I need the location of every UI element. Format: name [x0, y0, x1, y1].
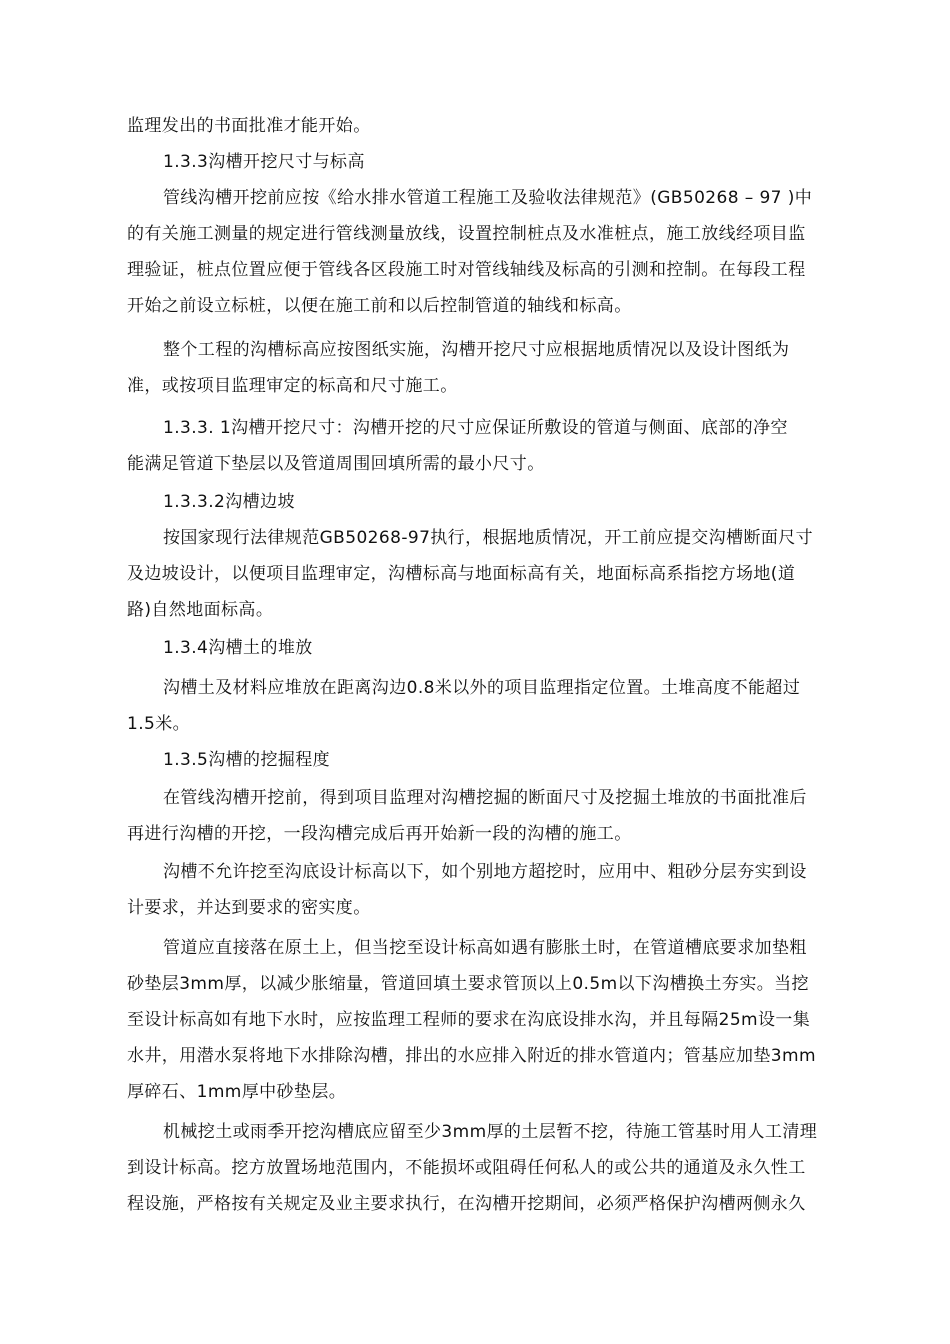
text-line: 按国家现行法律规范GB50268-97执行，根据地质情况，开工前应提交沟槽断面尺寸 [163, 528, 814, 548]
text-line: 管线沟槽开挖前应按《给水排水管道工程施工及验收法律规范》(GB50268 – 97 )中 [163, 188, 813, 208]
text-line: 机械挖土或雨季开挖沟槽底应留至少3mm厚的土层暂不挖，待施工管基时用人工清理 [163, 1122, 818, 1142]
text-line: 整个工程的沟槽标高应按图纸实施，沟槽开挖尺寸应根据地质情况以及设计图纸为 [163, 340, 790, 360]
text-line: 沟槽土及材料应堆放在距离沟边0.8米以外的项目监理指定位置。土堆高度不能超过 [163, 678, 801, 698]
text-line: 理验证，桩点位置应便于管线各区段施工时对管线轴线及标高的引测和控制。在每段工程 [127, 260, 806, 280]
text-line: 能满足管道下垫层以及管道周围回填所需的最小尺寸。 [127, 454, 545, 474]
section-heading: 1.3.3沟槽开挖尺寸与标高 [163, 152, 365, 172]
text-line: 1.5米。 [127, 714, 191, 734]
section-heading: 1.3.3.2沟槽边坡 [163, 492, 295, 512]
text-line: 砂垫层3mm厚，以减少胀缩量，管道回填土要求管顶以上0.5m以下沟槽换土夯实。当挖 [127, 974, 809, 994]
text-line: 及边坡设计，以便项目监理审定，沟槽标高与地面标高有关，地面标高系指挖方场地(道 [127, 564, 796, 584]
text-line: 1.3.3. 1沟槽开挖尺寸：沟槽开挖的尺寸应保证所敷设的管道与侧面、底部的净空 [163, 418, 788, 438]
text-line: 计要求，并达到要求的密实度。 [127, 898, 371, 918]
text-line: 在管线沟槽开挖前，得到项目监理对沟槽挖掘的断面尺寸及挖掘土堆放的书面批准后 [163, 788, 807, 808]
text-line: 水井，用潜水泵将地下水排除沟槽，排出的水应排入附近的排水管道内；管基应加垫3mm [127, 1046, 816, 1066]
text-line: 路)自然地面标高。 [127, 600, 274, 620]
text-line: 至设计标高如有地下水时，应按监理工程师的要求在沟底设排水沟，并且每隔25m设一集 [127, 1010, 811, 1030]
text-line: 的有关施工测量的规定进行管线测量放线，设置控制桩点及水准桩点，施工放线经项目监 [127, 224, 806, 244]
text-line: 管道应直接落在原土上，但当挖至设计标高如遇有膨胀土时，在管道槽底要求加垫粗 [163, 938, 807, 958]
text-line: 再进行沟槽的开挖，一段沟槽完成后再开始新一段的沟槽的施工。 [127, 824, 632, 844]
text-line: 开始之前设立标桩，以便在施工前和以后控制管道的轴线和标高。 [127, 296, 632, 316]
section-heading: 1.3.5沟槽的挖掘程度 [163, 750, 331, 770]
text-line: 沟槽不允许挖至沟底设计标高以下，如个别地方超挖时，应用中、粗砂分层夯实到设 [163, 862, 807, 882]
text-line: 厚碎石、1mm厚中砂垫层。 [127, 1082, 347, 1102]
section-heading: 1.3.4沟槽土的堆放 [163, 638, 313, 658]
text-line: 程设施，严格按有关规定及业主要求执行，在沟槽开挖期间，必须严格保护沟槽两侧永久 [127, 1194, 806, 1214]
text-line: 到设计标高。挖方放置场地范围内，不能损坏或阻碍任何私人的或公共的通道及永久性工 [127, 1158, 806, 1178]
text-line: 监理发出的书面批准才能开始。 [127, 116, 371, 136]
text-line: 准，或按项目监理审定的标高和尺寸施工。 [127, 376, 458, 396]
